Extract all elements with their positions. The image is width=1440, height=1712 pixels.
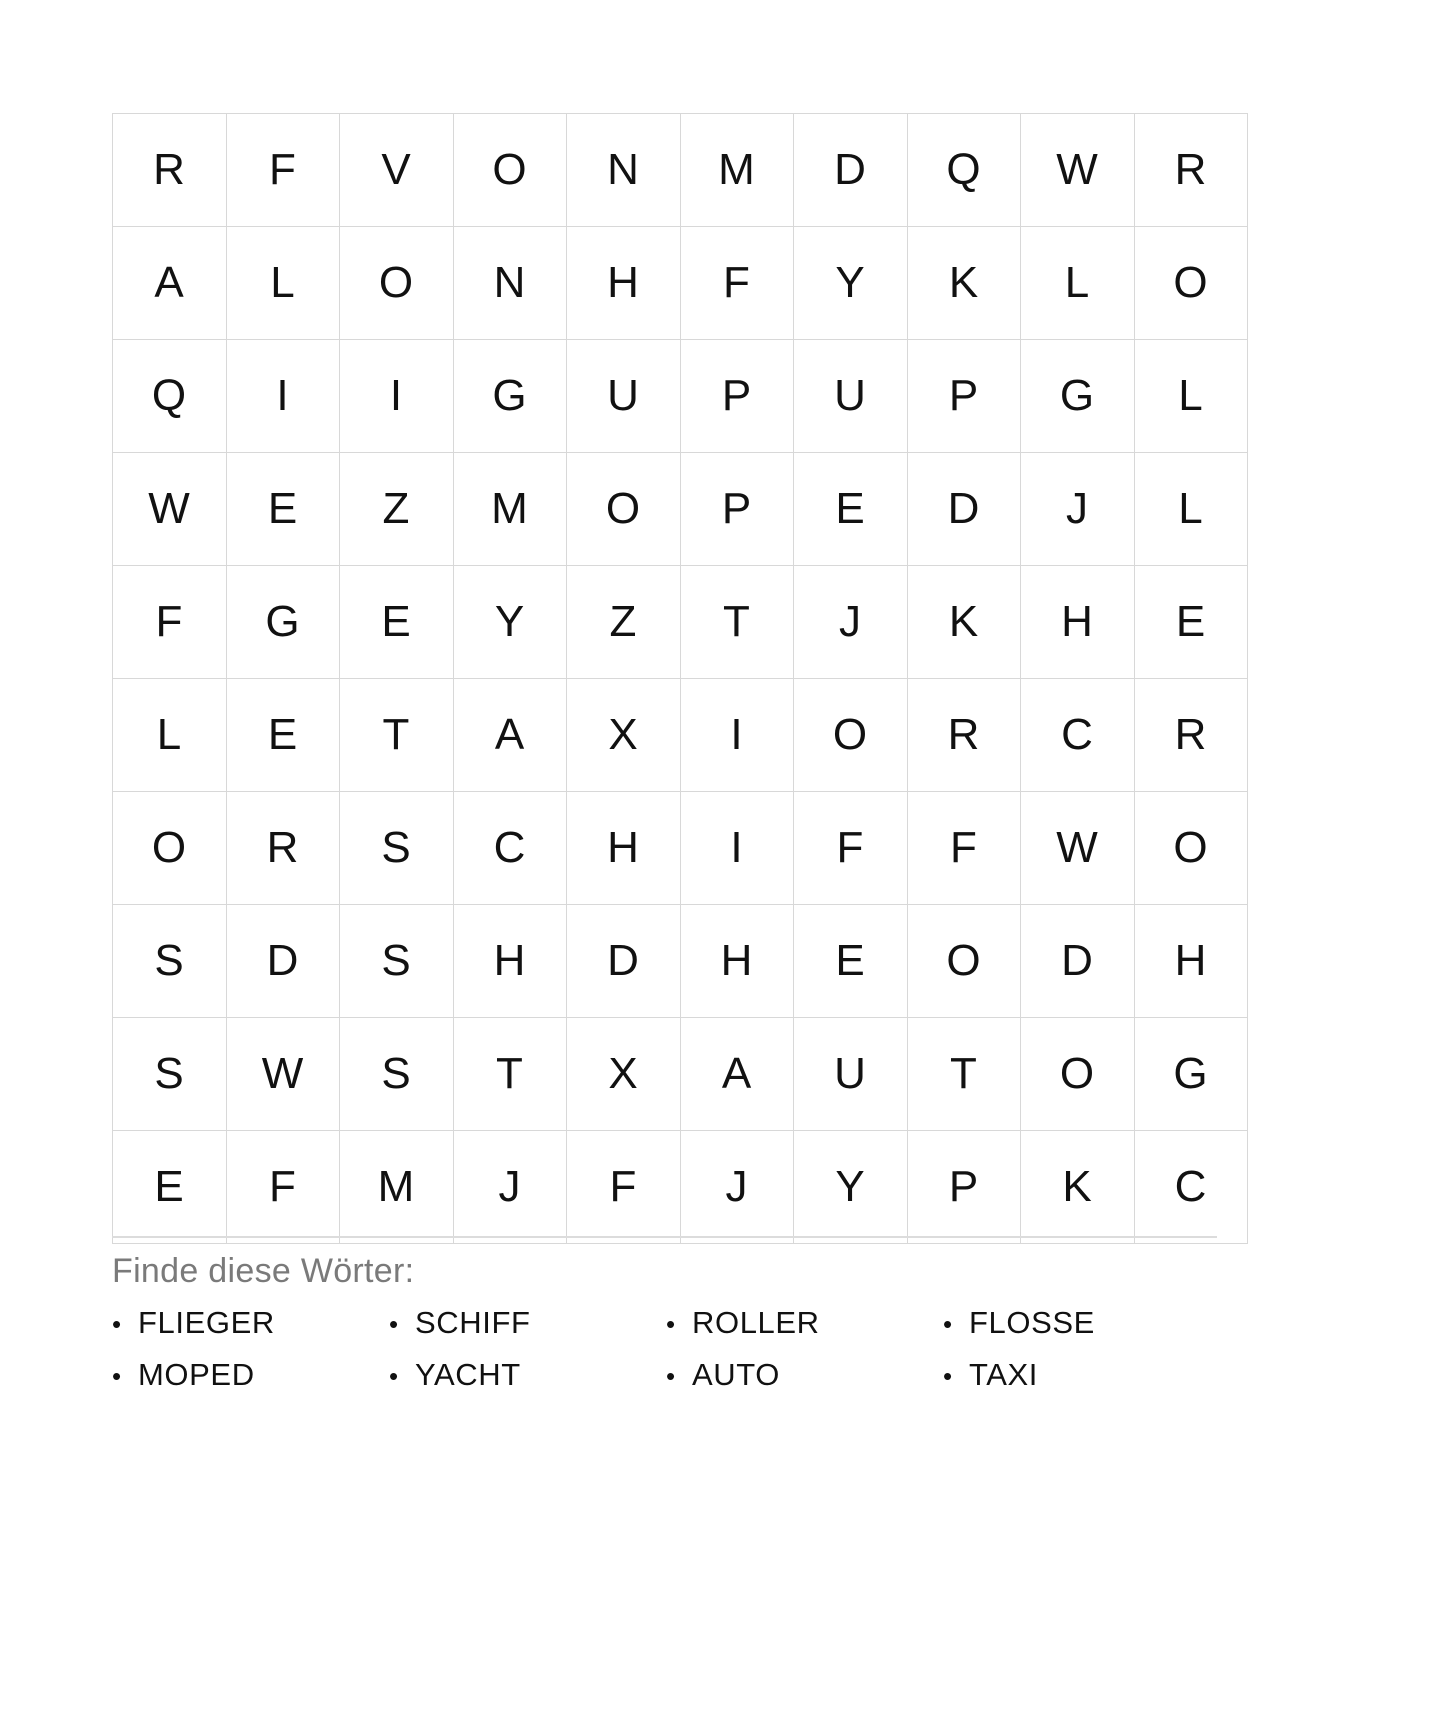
- grid-cell[interactable]: I: [226, 340, 340, 453]
- grid-cell[interactable]: W: [1021, 114, 1135, 227]
- grid-cell[interactable]: U: [794, 340, 908, 453]
- grid-cell[interactable]: N: [453, 227, 567, 340]
- list-item[interactable]: [112, 1305, 389, 1341]
- grid-cell[interactable]: J: [680, 1131, 794, 1244]
- grid-cell[interactable]: T: [340, 679, 454, 792]
- list-item[interactable]: [943, 1305, 1217, 1341]
- clue-word: FLIEGER: [138, 1305, 275, 1340]
- list-item[interactable]: [389, 1357, 666, 1393]
- grid-cell[interactable]: D: [226, 905, 340, 1018]
- clue-word: ROLLER: [692, 1305, 820, 1340]
- grid-cell[interactable]: J: [1021, 453, 1135, 566]
- grid-cell[interactable]: E: [794, 453, 908, 566]
- grid-cell[interactable]: A: [680, 1018, 794, 1131]
- clue-word: MOPED: [138, 1357, 255, 1392]
- clue-word: TAXI: [969, 1357, 1039, 1392]
- grid-cell[interactable]: E: [113, 1131, 227, 1244]
- clues-section: [112, 1236, 1217, 1393]
- grid-cell[interactable]: E: [1134, 566, 1248, 679]
- grid-cell[interactable]: R: [113, 114, 227, 227]
- table-row: [113, 1018, 1248, 1131]
- bullet-icon: •: [389, 1361, 399, 1391]
- grid-cell[interactable]: G: [1134, 1018, 1248, 1131]
- grid-cell[interactable]: F: [907, 792, 1021, 905]
- grid-cell[interactable]: T: [453, 1018, 567, 1131]
- grid-cell[interactable]: U: [567, 340, 681, 453]
- word-search-grid[interactable]: [112, 113, 1248, 1244]
- clue-word: FLOSSE: [969, 1305, 1095, 1340]
- grid-cell[interactable]: F: [680, 227, 794, 340]
- grid-cell[interactable]: O: [567, 453, 681, 566]
- grid-cell[interactable]: M: [680, 114, 794, 227]
- grid-cell[interactable]: M: [453, 453, 567, 566]
- grid-cell[interactable]: L: [1134, 340, 1248, 453]
- grid-cell[interactable]: C: [1134, 1131, 1248, 1244]
- clue-word: AUTO: [692, 1357, 780, 1392]
- clue-word: YACHT: [415, 1357, 521, 1392]
- clues-title: Finde diese Wörter:: [112, 1252, 415, 1290]
- grid-cell[interactable]: R: [907, 679, 1021, 792]
- grid-cell[interactable]: N: [567, 114, 681, 227]
- grid-cell[interactable]: F: [794, 792, 908, 905]
- grid-cell[interactable]: O: [453, 114, 567, 227]
- bullet-icon: •: [112, 1309, 122, 1339]
- list-item[interactable]: [666, 1357, 943, 1393]
- grid-cell[interactable]: C: [453, 792, 567, 905]
- grid-cell[interactable]: W: [1021, 792, 1135, 905]
- grid-cell[interactable]: W: [113, 453, 227, 566]
- grid-cell[interactable]: I: [680, 792, 794, 905]
- grid-cell[interactable]: F: [567, 1131, 681, 1244]
- grid-cell[interactable]: O: [794, 679, 908, 792]
- grid-cell[interactable]: V: [340, 114, 454, 227]
- grid-cell[interactable]: K: [907, 227, 1021, 340]
- grid-cell[interactable]: L: [226, 227, 340, 340]
- grid-cell[interactable]: R: [1134, 114, 1248, 227]
- grid-cell[interactable]: H: [1021, 566, 1135, 679]
- grid-cell[interactable]: F: [226, 1131, 340, 1244]
- grid-cell[interactable]: H: [567, 792, 681, 905]
- grid-cell[interactable]: P: [680, 453, 794, 566]
- grid-cell[interactable]: H: [680, 905, 794, 1018]
- table-row: [113, 340, 1248, 453]
- grid-cell[interactable]: L: [113, 679, 227, 792]
- list-item[interactable]: [943, 1357, 1217, 1393]
- grid-cell[interactable]: S: [113, 905, 227, 1018]
- grid-cell[interactable]: C: [1021, 679, 1135, 792]
- bullet-icon: •: [666, 1361, 676, 1391]
- word-search-grid-container: [112, 113, 1217, 1244]
- bullet-icon: •: [943, 1361, 953, 1391]
- table-row: [113, 792, 1248, 905]
- table-row: [113, 566, 1248, 679]
- grid-cell[interactable]: Y: [453, 566, 567, 679]
- grid-cell[interactable]: K: [907, 566, 1021, 679]
- grid-cell[interactable]: Y: [794, 227, 908, 340]
- grid-cell[interactable]: S: [340, 905, 454, 1018]
- grid-cell[interactable]: F: [113, 566, 227, 679]
- clues-list: [112, 1305, 1217, 1393]
- grid-cell[interactable]: L: [1134, 453, 1248, 566]
- table-row: [113, 679, 1248, 792]
- grid-cell[interactable]: Q: [907, 114, 1021, 227]
- grid-cell[interactable]: X: [567, 679, 681, 792]
- grid-cell[interactable]: E: [794, 905, 908, 1018]
- bullet-icon: •: [389, 1309, 399, 1339]
- clue-word: SCHIFF: [415, 1305, 531, 1340]
- grid-cell[interactable]: I: [340, 340, 454, 453]
- table-row: [113, 453, 1248, 566]
- grid-cell[interactable]: Z: [340, 453, 454, 566]
- grid-cell[interactable]: D: [794, 114, 908, 227]
- grid-cell[interactable]: S: [340, 792, 454, 905]
- grid-cell[interactable]: E: [340, 566, 454, 679]
- table-row: [113, 114, 1248, 227]
- grid-cell[interactable]: I: [680, 679, 794, 792]
- grid-cell[interactable]: F: [226, 114, 340, 227]
- grid-cell[interactable]: R: [1134, 679, 1248, 792]
- grid-cell[interactable]: H: [453, 905, 567, 1018]
- grid-cell[interactable]: D: [567, 905, 681, 1018]
- grid-cell[interactable]: G: [226, 566, 340, 679]
- bullet-icon: •: [943, 1309, 953, 1339]
- grid-cell[interactable]: J: [794, 566, 908, 679]
- grid-cell[interactable]: O: [113, 792, 227, 905]
- grid-cell[interactable]: Y: [794, 1131, 908, 1244]
- grid-cell[interactable]: H: [1134, 905, 1248, 1018]
- grid-cell[interactable]: G: [453, 340, 567, 453]
- grid-cell[interactable]: E: [226, 679, 340, 792]
- grid-cell[interactable]: Q: [113, 340, 227, 453]
- grid-cell[interactable]: W: [226, 1018, 340, 1131]
- grid-cell[interactable]: H: [567, 227, 681, 340]
- grid-cell[interactable]: K: [1021, 1131, 1135, 1244]
- grid-cell[interactable]: O: [907, 905, 1021, 1018]
- grid-cell[interactable]: P: [907, 1131, 1021, 1244]
- bullet-icon: •: [112, 1361, 122, 1391]
- grid-cell[interactable]: O: [340, 227, 454, 340]
- grid-cell[interactable]: O: [1134, 227, 1248, 340]
- grid-cell[interactable]: R: [226, 792, 340, 905]
- grid-cell[interactable]: S: [113, 1018, 227, 1131]
- grid-cell[interactable]: M: [340, 1131, 454, 1244]
- grid-cell[interactable]: J: [453, 1131, 567, 1244]
- grid-cell[interactable]: X: [567, 1018, 681, 1131]
- grid-cell[interactable]: U: [794, 1018, 908, 1131]
- table-row: [113, 905, 1248, 1018]
- grid-cell[interactable]: A: [113, 227, 227, 340]
- grid-cell[interactable]: P: [907, 340, 1021, 453]
- list-item[interactable]: [666, 1305, 943, 1341]
- list-item[interactable]: [112, 1357, 389, 1393]
- word-search-grid-body: [113, 114, 1248, 1244]
- list-item[interactable]: [389, 1305, 666, 1341]
- grid-cell[interactable]: T: [680, 566, 794, 679]
- grid-cell[interactable]: D: [907, 453, 1021, 566]
- grid-cell[interactable]: D: [1021, 905, 1135, 1018]
- grid-cell[interactable]: Z: [567, 566, 681, 679]
- table-row: [113, 227, 1248, 340]
- grid-cell[interactable]: L: [1021, 227, 1135, 340]
- grid-cell[interactable]: E: [226, 453, 340, 566]
- grid-cell[interactable]: O: [1134, 792, 1248, 905]
- grid-cell[interactable]: G: [1021, 340, 1135, 453]
- grid-cell[interactable]: S: [340, 1018, 454, 1131]
- table-row: [113, 1131, 1248, 1244]
- bullet-icon: •: [666, 1309, 676, 1339]
- grid-cell[interactable]: P: [680, 340, 794, 453]
- grid-cell[interactable]: A: [453, 679, 567, 792]
- grid-cell[interactable]: O: [1021, 1018, 1135, 1131]
- grid-cell[interactable]: T: [907, 1018, 1021, 1131]
